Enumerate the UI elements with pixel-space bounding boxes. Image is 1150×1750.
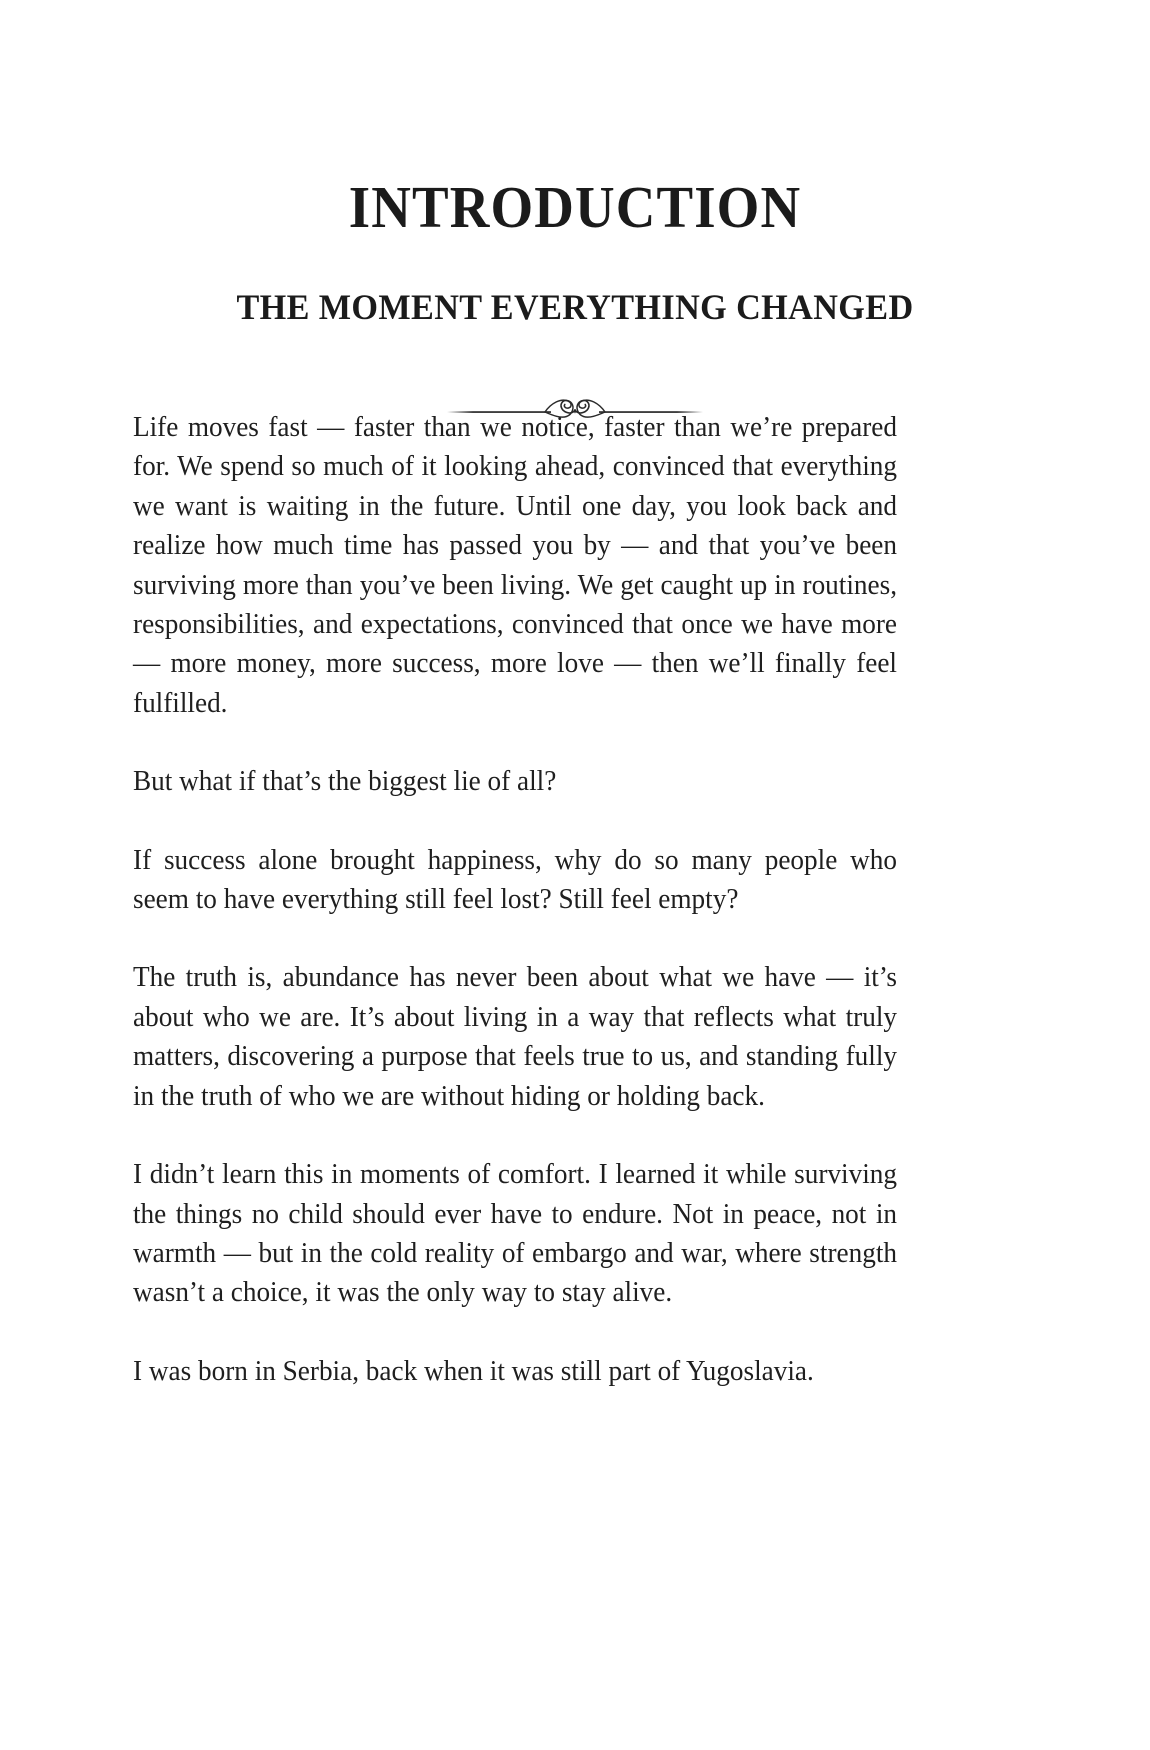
page-title: INTRODUCTION: [348, 174, 802, 240]
paragraph: I was born in Serbia, back when it was still part of Yugoslavia.: [133, 1355, 814, 1387]
paragraph: I didn’t learn this in moments of comfort. I learned it while surviving the things no child should ever have to endure. Not in peace, not in warmth — but in the cold reality of embargo and war, where strength wasn’t a choice, it was the only way to stay alive.: [133, 1159, 897, 1309]
chapter-header: [0, 0, 1150, 427]
paragraph: If success alone brought happiness, why do so many people who seem to have everything still feel lost? Still feel empty?: [133, 844, 897, 916]
chapter-subtitle: THE MOMENT EVERYTHING CHANGED: [236, 287, 914, 327]
body-text: [133, 408, 897, 1391]
paragraph: But what if that’s the biggest lie of all?: [133, 766, 557, 798]
paragraph: The truth is, abundance has never been about what we have — it’s about who we are. It’s about living in a way that reflects what truly matters, discovering a purpose that feels true to us, and standing fully in the truth of who we are without hiding or holding back.: [133, 962, 897, 1112]
paragraph: Life moves fast — faster than we notice, faster than we’re prepared for. We spend so much of it looking ahead, convinced that everything we want is waiting in the future. Until one day, you look back and realize how much time has passed you by — and that you’ve been surviving more than you’ve been living. We get caught up in routines, responsibilities, and expectations, convinced that once we have more — more money, more success, more love — then we’ll finally feel fulfilled.: [133, 412, 897, 719]
